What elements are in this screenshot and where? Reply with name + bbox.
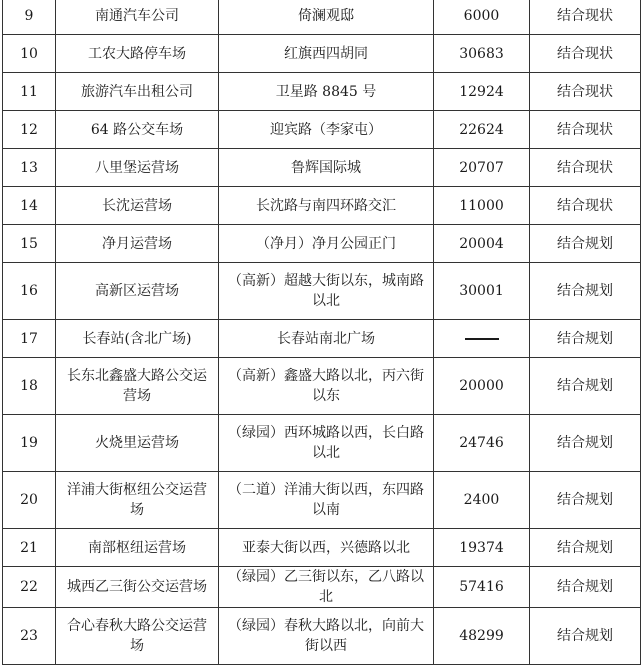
- table-row: [3, 415, 641, 472]
- table-row: [3, 608, 641, 665]
- site-name: 洋浦大街枢纽公交运营场: [56, 472, 219, 529]
- table-row: [3, 0, 641, 35]
- row-index: 22: [3, 567, 56, 608]
- site-area: 22624: [434, 111, 530, 149]
- site-area-dash: [434, 320, 530, 358]
- table-row: [3, 73, 641, 111]
- table-row: [3, 187, 641, 225]
- table-row: [3, 320, 641, 358]
- site-location: 卫星路 8845 号: [219, 73, 434, 111]
- site-area: 30001: [434, 263, 530, 320]
- site-area: 30683: [434, 35, 530, 73]
- site-name: 长东北鑫盛大路公交运营场: [56, 358, 219, 415]
- site-area: 19374: [434, 529, 530, 567]
- plan-type: 结合规划: [530, 263, 641, 320]
- plan-type: 结合规划: [530, 358, 641, 415]
- plan-type: 结合规划: [530, 225, 641, 263]
- site-name: 64 路公交车场: [56, 111, 219, 149]
- site-location: 长沈路与南四环路交汇: [219, 187, 434, 225]
- site-location: （高新）超越大街以东，城南路以北: [219, 263, 434, 320]
- row-index: 19: [3, 415, 56, 472]
- plan-type: 结合规划: [530, 320, 641, 358]
- row-index: 11: [3, 73, 56, 111]
- site-name: 城西乙三街公交运营场: [56, 567, 219, 608]
- plan-type: 结合规划: [530, 608, 641, 665]
- plan-type: 结合规划: [530, 472, 641, 529]
- site-area: 2400: [434, 472, 530, 529]
- site-area: 20004: [434, 225, 530, 263]
- row-index: 13: [3, 149, 56, 187]
- row-index: 18: [3, 358, 56, 415]
- plan-type: 结合规划: [530, 415, 641, 472]
- row-index: 10: [3, 35, 56, 73]
- site-area: 57416: [434, 567, 530, 608]
- row-index: 14: [3, 187, 56, 225]
- site-name: 南通汽车公司: [56, 0, 219, 35]
- site-area: 20000: [434, 358, 530, 415]
- site-name: 长沈运营场: [56, 187, 219, 225]
- table-row: [3, 225, 641, 263]
- site-location: （二道）洋浦大街以西，东四路以南: [219, 472, 434, 529]
- site-location: （净月）净月公园正门: [219, 225, 434, 263]
- row-index: 15: [3, 225, 56, 263]
- row-index: 12: [3, 111, 56, 149]
- site-location: 红旗西四胡同: [219, 35, 434, 73]
- row-index: 16: [3, 263, 56, 320]
- table-row: [3, 35, 641, 73]
- table-row: [3, 111, 641, 149]
- row-index: 20: [3, 472, 56, 529]
- table-row: [3, 529, 641, 567]
- table-row: [3, 149, 641, 187]
- row-index: 17: [3, 320, 56, 358]
- table-row: [3, 358, 641, 415]
- table-row: [3, 263, 641, 320]
- site-location: （高新）鑫盛大路以北，丙六街以东: [219, 358, 434, 415]
- plan-type: 结合现状: [530, 35, 641, 73]
- plan-type: 结合现状: [530, 73, 641, 111]
- site-area: 6000: [434, 0, 530, 35]
- site-name: 长春站(含北广场): [56, 320, 219, 358]
- site-location: （绿园）乙三街以东，乙八路以北: [219, 567, 434, 608]
- plan-type: 结合现状: [530, 187, 641, 225]
- site-location: 鲁辉国际城: [219, 149, 434, 187]
- site-location: （绿园）西环城路以西，长白路以北: [219, 415, 434, 472]
- site-location: 倚澜观邸: [219, 0, 434, 35]
- dash-icon: [465, 338, 499, 340]
- site-location: （绿园）春秋大路以北，向前大街以西: [219, 608, 434, 665]
- site-area: 20707: [434, 149, 530, 187]
- row-index: 21: [3, 529, 56, 567]
- row-index: 9: [3, 0, 56, 35]
- site-area: 11000: [434, 187, 530, 225]
- site-location: 亚泰大街以西，兴德路以北: [219, 529, 434, 567]
- site-name: 八里堡运营场: [56, 149, 219, 187]
- site-location: 长春站南北广场: [219, 320, 434, 358]
- table-row: [3, 472, 641, 529]
- site-name: 工农大路停车场: [56, 35, 219, 73]
- plan-type: 结合规划: [530, 567, 641, 608]
- plan-type: 结合现状: [530, 149, 641, 187]
- site-location: 迎宾路（李家屯）: [219, 111, 434, 149]
- table-row: [3, 567, 641, 608]
- station-table: [2, 0, 641, 665]
- site-name: 合心春秋大路公交运营场: [56, 608, 219, 665]
- site-area: 12924: [434, 73, 530, 111]
- plan-type: 结合现状: [530, 111, 641, 149]
- site-name: 高新区运营场: [56, 263, 219, 320]
- plan-type: 结合规划: [530, 529, 641, 567]
- row-index: 23: [3, 608, 56, 665]
- site-name: 南部枢纽运营场: [56, 529, 219, 567]
- site-area: 48299: [434, 608, 530, 665]
- site-name: 净月运营场: [56, 225, 219, 263]
- plan-type: 结合现状: [530, 0, 641, 35]
- site-name: 火烧里运营场: [56, 415, 219, 472]
- site-area: 24746: [434, 415, 530, 472]
- site-name: 旅游汽车出租公司: [56, 73, 219, 111]
